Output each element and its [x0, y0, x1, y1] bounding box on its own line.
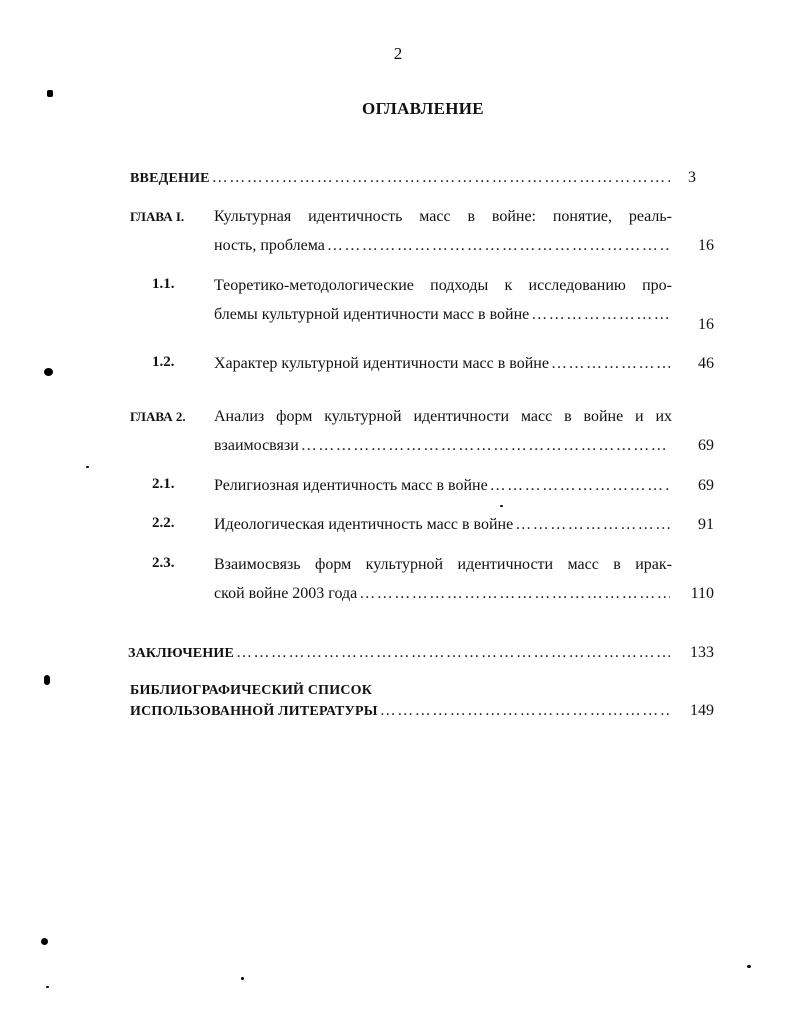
toc-ch2-label: ГЛАВА 2.	[130, 409, 186, 424]
toc-s11-page: 16	[698, 316, 714, 333]
toc-s23-title-line2: ской войне 2003 года	[214, 585, 358, 602]
scan-speck	[44, 368, 53, 376]
toc-s23-title-line1: Взаимосвязь форм культурной идентичности масс в ирак-	[214, 556, 672, 573]
toc-conclusion-page: 133	[690, 644, 714, 661]
toc-entry-ch2	[214, 436, 672, 456]
scan-speck	[44, 675, 50, 685]
toc-entry-s11	[214, 305, 672, 325]
scan-speck	[47, 90, 53, 97]
toc-entry-ch1	[214, 236, 672, 256]
leader-dots	[490, 476, 670, 496]
toc-entry-bibliography	[130, 701, 672, 722]
toc-conclusion-label: ЗАКЛЮЧЕНИЕ	[128, 646, 235, 661]
scan-speck	[86, 466, 89, 468]
leader-dots	[301, 436, 670, 456]
scan-speck	[241, 977, 244, 980]
toc-s22-page: 91	[698, 516, 714, 533]
page-title: ОГЛАВЛЕНИЕ	[362, 99, 484, 118]
leader-dots	[515, 515, 670, 535]
page-number: 2	[393, 44, 403, 63]
toc-s11-title-line1: Теоретико-методологические подходы к исследованию про-	[214, 277, 672, 294]
toc-s12-page: 46	[698, 355, 714, 372]
toc-s21-label: 2.1.	[152, 476, 175, 492]
leader-dots	[212, 168, 670, 188]
toc-ch1-title-line2: ность, проблема	[214, 237, 325, 254]
toc-s12-title: Характер культурной идентичности масс в войне	[214, 355, 549, 372]
toc-s21-title: Религиозная идентичность масс в войне	[214, 477, 488, 494]
scan-speck	[500, 505, 503, 507]
toc-entry-intro	[130, 168, 672, 189]
leader-dots	[551, 354, 670, 374]
leader-dots	[359, 584, 670, 604]
leader-dots	[236, 643, 670, 663]
toc-s22-label: 2.2.	[152, 515, 175, 531]
toc-bibliography-line2: ИСПОЛЬЗОВАННОЙ ЛИТЕРАТУРЫ	[130, 704, 378, 719]
toc-s11-title-line2: блемы культурной идентичности масс в войне	[214, 306, 530, 323]
toc-ch1-page: 16	[698, 237, 714, 254]
toc-intro-label: ВВЕДЕНИЕ	[130, 171, 210, 186]
toc-entry-s22	[214, 515, 672, 535]
toc-s23-label: 2.3.	[152, 555, 175, 571]
toc-entry-s23	[214, 584, 672, 604]
toc-entry-conclusion	[128, 643, 672, 664]
toc-ch1-label: ГЛАВА I.	[130, 209, 185, 224]
toc-ch2-title-line1: Анализ форм культурной идентичности масс в войне и их	[214, 408, 672, 425]
leader-dots	[327, 236, 670, 256]
leader-dots	[380, 701, 670, 721]
toc-ch2-page: 69	[698, 437, 714, 454]
leader-dots	[531, 305, 670, 325]
toc-intro-page: 3	[688, 169, 696, 186]
toc-ch1-title-line1: Культурная идентичность масс в войне: понятие, реаль-	[214, 208, 672, 225]
toc-entry-s12	[214, 354, 672, 374]
toc-s22-title: Идеологическая идентичность масс в войне	[214, 516, 514, 533]
toc-s12-label: 1.2.	[152, 354, 175, 370]
toc-s23-page: 110	[690, 585, 714, 602]
toc-bibliography-page: 149	[690, 702, 714, 719]
scan-speck	[747, 965, 751, 968]
toc-s21-page: 69	[698, 477, 714, 494]
toc-s11-label: 1.1.	[152, 276, 175, 292]
toc-entry-s21	[214, 476, 672, 496]
scan-speck	[46, 986, 49, 988]
toc-ch2-title-line2: взаимосвязи	[214, 437, 299, 454]
toc-bibliography-line1: БИБЛИОГРАФИЧЕСКИЙ СПИСОК	[130, 683, 373, 698]
scan-speck	[41, 938, 48, 945]
